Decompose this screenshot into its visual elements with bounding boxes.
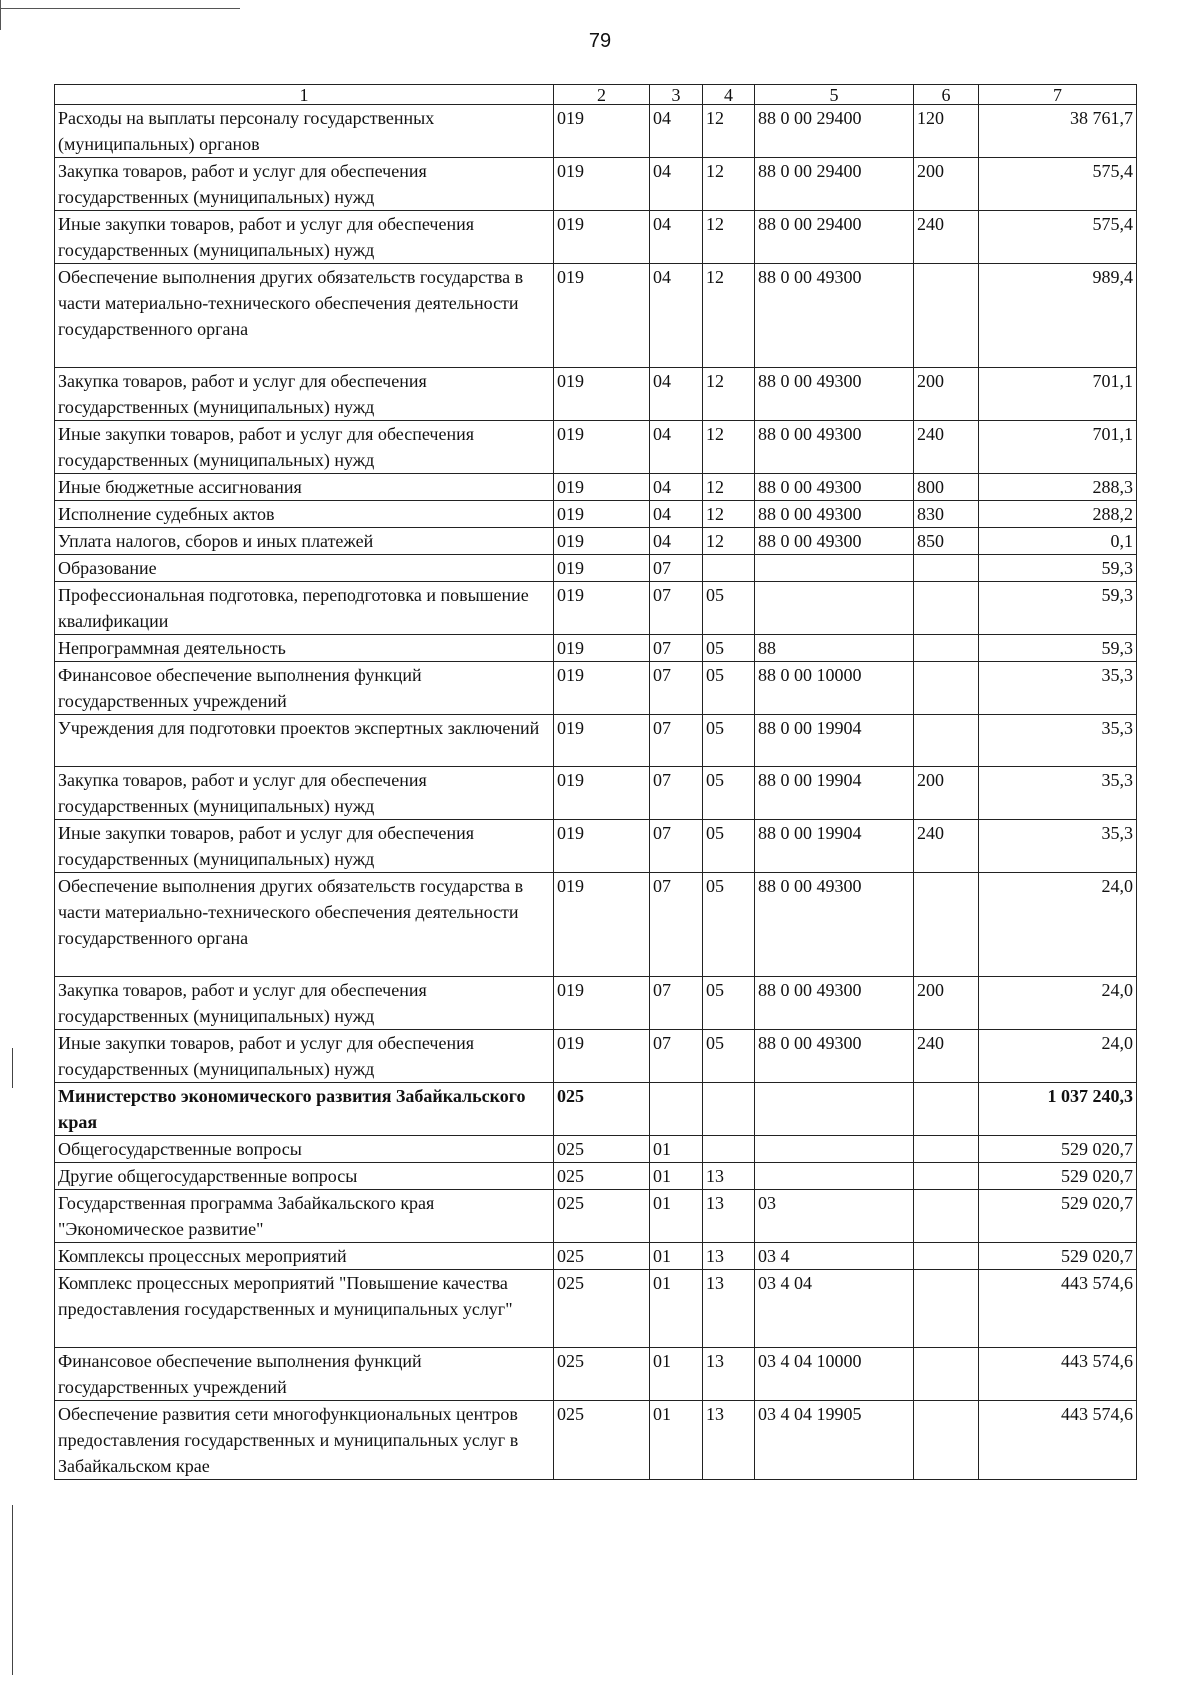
- item-name-cell: Расходы на выплаты персоналу государственных (муниципальных) органов: [55, 105, 554, 158]
- expense-type-cell: 200: [914, 767, 979, 820]
- admin-code-cell: 019: [554, 635, 650, 662]
- section-code-cell: 07: [650, 662, 703, 715]
- admin-code-cell: 019: [554, 715, 650, 767]
- table-row: [55, 1243, 1137, 1270]
- table-row: [55, 767, 1137, 820]
- target-article-cell: 88 0 00 19904: [755, 820, 914, 873]
- target-article-cell: 88 0 00 49300: [755, 368, 914, 421]
- page-number: 79: [588, 30, 612, 52]
- subsection-code-cell: 13: [703, 1163, 755, 1190]
- amount-cell: 24,0: [979, 1030, 1137, 1083]
- expense-type-cell: [914, 264, 979, 368]
- target-article-cell: 88 0 00 49300: [755, 873, 914, 977]
- table-row: [55, 715, 1137, 767]
- subsection-code-cell: 13: [703, 1401, 755, 1480]
- subsection-code-cell: 12: [703, 421, 755, 474]
- target-article-cell: 88 0 00 49300: [755, 977, 914, 1030]
- item-name-cell: Иные закупки товаров, работ и услуг для обеспечения государственных (муниципальных) нужд: [55, 421, 554, 474]
- item-name-cell: Финансовое обеспечение выполнения функций государственных учреждений: [55, 662, 554, 715]
- admin-code-cell: 019: [554, 211, 650, 264]
- subsection-code-cell: 12: [703, 264, 755, 368]
- expense-type-cell: 120: [914, 105, 979, 158]
- expense-type-cell: 240: [914, 211, 979, 264]
- table-row: [55, 1190, 1137, 1243]
- amount-cell: 529 020,7: [979, 1243, 1137, 1270]
- section-code-cell: 04: [650, 421, 703, 474]
- amount-cell: 288,2: [979, 501, 1137, 528]
- table-row: [55, 582, 1137, 635]
- expense-type-cell: [914, 582, 979, 635]
- expense-type-cell: 200: [914, 158, 979, 211]
- section-code-cell: 07: [650, 767, 703, 820]
- target-article-cell: 03 4 04 10000: [755, 1348, 914, 1401]
- amount-cell: 59,3: [979, 635, 1137, 662]
- section-code-cell: 01: [650, 1136, 703, 1163]
- admin-code-cell: 019: [554, 474, 650, 501]
- table-row: [55, 474, 1137, 501]
- table-header-row: [55, 85, 1137, 105]
- target-article-cell: 88 0 00 49300: [755, 264, 914, 368]
- expense-type-cell: 240: [914, 1030, 979, 1083]
- target-article-cell: 88 0 00 49300: [755, 1030, 914, 1083]
- amount-cell: 288,3: [979, 474, 1137, 501]
- item-name-cell: Обеспечение выполнения других обязательств государства в части материально-технического обеспечения деятельности государственного органа: [55, 264, 554, 368]
- admin-code-cell: 025: [554, 1243, 650, 1270]
- item-name-cell: Иные закупки товаров, работ и услуг для обеспечения государственных (муниципальных) нужд: [55, 820, 554, 873]
- subsection-code-cell: 12: [703, 501, 755, 528]
- subsection-code-cell: 05: [703, 662, 755, 715]
- amount-cell: 59,3: [979, 582, 1137, 635]
- expense-type-cell: [914, 662, 979, 715]
- section-code-cell: 04: [650, 211, 703, 264]
- item-name-cell: Иные закупки товаров, работ и услуг для обеспечения государственных (муниципальных) нужд: [55, 1030, 554, 1083]
- amount-cell: 529 020,7: [979, 1190, 1137, 1243]
- amount-cell: 443 574,6: [979, 1270, 1137, 1348]
- subsection-code-cell: [703, 555, 755, 582]
- target-article-cell: 03 4 04: [755, 1270, 914, 1348]
- expense-type-cell: [914, 1270, 979, 1348]
- item-name-cell: Иные бюджетные ассигнования: [55, 474, 554, 501]
- section-code-cell: 07: [650, 1030, 703, 1083]
- expense-type-cell: [914, 1401, 979, 1480]
- item-name-cell: Государственная программа Забайкальского края "Экономическое развитие": [55, 1190, 554, 1243]
- section-code-cell: 07: [650, 635, 703, 662]
- expense-type-cell: 850: [914, 528, 979, 555]
- admin-code-cell: 025: [554, 1348, 650, 1401]
- item-name-cell: Комплекс процессных мероприятий "Повышение качества предоставления государственных и муниципальных услуг": [55, 1270, 554, 1348]
- section-code-cell: 01: [650, 1401, 703, 1480]
- subsection-code-cell: 05: [703, 582, 755, 635]
- item-name-cell: Иные закупки товаров, работ и услуг для обеспечения государственных (муниципальных) нужд: [55, 211, 554, 264]
- subsection-code-cell: [703, 1136, 755, 1163]
- target-article-cell: 88 0 00 49300: [755, 474, 914, 501]
- scan-edge-line: [0, 0, 1, 30]
- target-article-cell: 88 0 00 29400: [755, 158, 914, 211]
- subsection-code-cell: 12: [703, 368, 755, 421]
- subsection-code-cell: 13: [703, 1270, 755, 1348]
- admin-code-cell: 019: [554, 555, 650, 582]
- amount-cell: 989,4: [979, 264, 1137, 368]
- table-row: [55, 264, 1137, 368]
- item-name-cell: Уплата налогов, сборов и иных платежей: [55, 528, 554, 555]
- table-row: [55, 873, 1137, 977]
- table-row: [55, 1163, 1137, 1190]
- amount-cell: 35,3: [979, 820, 1137, 873]
- subsection-code-cell: 12: [703, 474, 755, 501]
- section-code-cell: [650, 1083, 703, 1136]
- item-name-cell: Исполнение судебных актов: [55, 501, 554, 528]
- admin-code-cell: 019: [554, 158, 650, 211]
- amount-cell: 35,3: [979, 662, 1137, 715]
- target-article-cell: 88 0 00 29400: [755, 211, 914, 264]
- item-name-cell: Образование: [55, 555, 554, 582]
- subsection-code-cell: 13: [703, 1190, 755, 1243]
- item-name-cell: Закупка товаров, работ и услуг для обеспечения государственных (муниципальных) нужд: [55, 368, 554, 421]
- section-code-cell: 07: [650, 873, 703, 977]
- expense-type-cell: [914, 873, 979, 977]
- amount-cell: 529 020,7: [979, 1136, 1137, 1163]
- expense-type-cell: 200: [914, 977, 979, 1030]
- column-number-6: 6: [914, 85, 979, 105]
- admin-code-cell: 025: [554, 1136, 650, 1163]
- amount-cell: 59,3: [979, 555, 1137, 582]
- expense-type-cell: [914, 1083, 979, 1136]
- admin-code-cell: 025: [554, 1401, 650, 1480]
- admin-code-cell: 019: [554, 264, 650, 368]
- admin-code-cell: 025: [554, 1190, 650, 1243]
- table-row: [55, 1030, 1137, 1083]
- expense-type-cell: [914, 555, 979, 582]
- amount-cell: 24,0: [979, 977, 1137, 1030]
- item-name-cell: Непрограммная деятельность: [55, 635, 554, 662]
- column-number-1: 1: [55, 85, 554, 105]
- section-code-cell: 07: [650, 715, 703, 767]
- item-name-cell: Профессиональная подготовка, переподготовка и повышение квалификации: [55, 582, 554, 635]
- admin-code-cell: 019: [554, 1030, 650, 1083]
- amount-cell: 0,1: [979, 528, 1137, 555]
- table-row: [55, 555, 1137, 582]
- expense-type-cell: [914, 1243, 979, 1270]
- subsection-code-cell: 12: [703, 105, 755, 158]
- expense-type-cell: 800: [914, 474, 979, 501]
- subsection-code-cell: 05: [703, 767, 755, 820]
- item-name-cell: Общегосударственные вопросы: [55, 1136, 554, 1163]
- target-article-cell: 03 4: [755, 1243, 914, 1270]
- subsection-code-cell: 05: [703, 635, 755, 662]
- item-name-cell: Финансовое обеспечение выполнения функций государственных учреждений: [55, 1348, 554, 1401]
- admin-code-cell: 019: [554, 368, 650, 421]
- section-code-cell: 01: [650, 1190, 703, 1243]
- expense-type-cell: [914, 635, 979, 662]
- section-code-cell: 04: [650, 368, 703, 421]
- admin-code-cell: 019: [554, 767, 650, 820]
- section-code-cell: 01: [650, 1243, 703, 1270]
- amount-cell: 575,4: [979, 158, 1137, 211]
- subsection-code-cell: 05: [703, 820, 755, 873]
- expense-type-cell: [914, 1348, 979, 1401]
- admin-code-cell: 019: [554, 662, 650, 715]
- target-article-cell: 88 0 00 29400: [755, 105, 914, 158]
- section-code-cell: 04: [650, 528, 703, 555]
- target-article-cell: [755, 1136, 914, 1163]
- admin-code-cell: 019: [554, 501, 650, 528]
- item-name-cell: Обеспечение развития сети многофункциональных центров предоставления государственных и муниципальных услуг в Забайкальском крае: [55, 1401, 554, 1480]
- amount-cell: 443 574,6: [979, 1401, 1137, 1480]
- section-code-cell: 04: [650, 105, 703, 158]
- subsection-code-cell: [703, 1083, 755, 1136]
- table-row: [55, 158, 1137, 211]
- table-row: [55, 820, 1137, 873]
- budget-table: [54, 84, 1137, 1480]
- target-article-cell: [755, 582, 914, 635]
- amount-cell: 35,3: [979, 715, 1137, 767]
- expense-type-cell: 830: [914, 501, 979, 528]
- expense-type-cell: [914, 1163, 979, 1190]
- item-name-cell: Учреждения для подготовки проектов экспертных заключений: [55, 715, 554, 767]
- section-code-cell: 07: [650, 977, 703, 1030]
- section-code-cell: 07: [650, 820, 703, 873]
- amount-cell: 701,1: [979, 368, 1137, 421]
- target-article-cell: 88 0 00 19904: [755, 767, 914, 820]
- expense-type-cell: 240: [914, 421, 979, 474]
- item-name-cell: Закупка товаров, работ и услуг для обеспечения государственных (муниципальных) нужд: [55, 767, 554, 820]
- table-row: [55, 1136, 1137, 1163]
- amount-cell: 24,0: [979, 873, 1137, 977]
- column-number-3: 3: [650, 85, 703, 105]
- item-name-cell: Другие общегосударственные вопросы: [55, 1163, 554, 1190]
- expense-type-cell: [914, 715, 979, 767]
- section-code-cell: 04: [650, 158, 703, 211]
- admin-code-cell: 019: [554, 820, 650, 873]
- table-row: [55, 1270, 1137, 1348]
- item-name-cell: Закупка товаров, работ и услуг для обеспечения государственных (муниципальных) нужд: [55, 158, 554, 211]
- target-article-cell: 88 0 00 49300: [755, 421, 914, 474]
- table-row: [55, 635, 1137, 662]
- table-row: [55, 1083, 1137, 1136]
- admin-code-cell: 019: [554, 977, 650, 1030]
- table-row: [55, 501, 1137, 528]
- admin-code-cell: 025: [554, 1083, 650, 1136]
- section-code-cell: 07: [650, 555, 703, 582]
- subsection-code-cell: 05: [703, 977, 755, 1030]
- section-code-cell: 04: [650, 501, 703, 528]
- admin-code-cell: 019: [554, 105, 650, 158]
- subsection-code-cell: 05: [703, 715, 755, 767]
- subsection-code-cell: 12: [703, 211, 755, 264]
- expense-type-cell: [914, 1190, 979, 1243]
- column-number-7: 7: [979, 85, 1137, 105]
- target-article-cell: [755, 555, 914, 582]
- margin-mark: [12, 1048, 13, 1088]
- target-article-cell: 03 4 04 19905: [755, 1401, 914, 1480]
- subsection-code-cell: 12: [703, 158, 755, 211]
- subsection-code-cell: 05: [703, 873, 755, 977]
- target-article-cell: [755, 1083, 914, 1136]
- expense-type-cell: 240: [914, 820, 979, 873]
- table-row: [55, 421, 1137, 474]
- table-row: [55, 1401, 1137, 1480]
- amount-cell: 529 020,7: [979, 1163, 1137, 1190]
- section-code-cell: 07: [650, 582, 703, 635]
- table-row: [55, 368, 1137, 421]
- subsection-code-cell: 13: [703, 1348, 755, 1401]
- section-code-cell: 04: [650, 474, 703, 501]
- table-row: [55, 211, 1137, 264]
- target-article-cell: 88 0 00 19904: [755, 715, 914, 767]
- target-article-cell: 03: [755, 1190, 914, 1243]
- amount-cell: 575,4: [979, 211, 1137, 264]
- target-article-cell: 88 0 00 49300: [755, 528, 914, 555]
- table-row: [55, 105, 1137, 158]
- table-row: [55, 528, 1137, 555]
- section-code-cell: 01: [650, 1348, 703, 1401]
- expense-type-cell: [914, 1136, 979, 1163]
- admin-code-cell: 019: [554, 582, 650, 635]
- target-article-cell: 88: [755, 635, 914, 662]
- admin-code-cell: 019: [554, 873, 650, 977]
- amount-cell: 701,1: [979, 421, 1137, 474]
- subsection-code-cell: 13: [703, 1243, 755, 1270]
- subsection-code-cell: 12: [703, 528, 755, 555]
- admin-code-cell: 019: [554, 421, 650, 474]
- amount-cell: 443 574,6: [979, 1348, 1137, 1401]
- item-name-cell: Обеспечение выполнения других обязательств государства в части материально-технического обеспечения деятельности государственного органа: [55, 873, 554, 977]
- item-name-cell: Министерство экономического развития Забайкальского края: [55, 1083, 554, 1136]
- column-number-5: 5: [755, 85, 914, 105]
- target-article-cell: 88 0 00 10000: [755, 662, 914, 715]
- section-code-cell: 01: [650, 1270, 703, 1348]
- target-article-cell: 88 0 00 49300: [755, 501, 914, 528]
- item-name-cell: Закупка товаров, работ и услуг для обеспечения государственных (муниципальных) нужд: [55, 977, 554, 1030]
- section-code-cell: 04: [650, 264, 703, 368]
- table-row: [55, 1348, 1137, 1401]
- item-name-cell: Комплексы процессных мероприятий: [55, 1243, 554, 1270]
- margin-mark: [12, 1505, 13, 1675]
- section-code-cell: 01: [650, 1163, 703, 1190]
- column-number-2: 2: [554, 85, 650, 105]
- expense-type-cell: 200: [914, 368, 979, 421]
- amount-cell: 35,3: [979, 767, 1137, 820]
- scan-edge-line: [0, 8, 240, 9]
- column-number-4: 4: [703, 85, 755, 105]
- amount-cell: 1 037 240,3: [979, 1083, 1137, 1136]
- table-row: [55, 977, 1137, 1030]
- admin-code-cell: 025: [554, 1163, 650, 1190]
- admin-code-cell: 019: [554, 528, 650, 555]
- table-row: [55, 662, 1137, 715]
- admin-code-cell: 025: [554, 1270, 650, 1348]
- subsection-code-cell: 05: [703, 1030, 755, 1083]
- target-article-cell: [755, 1163, 914, 1190]
- amount-cell: 38 761,7: [979, 105, 1137, 158]
